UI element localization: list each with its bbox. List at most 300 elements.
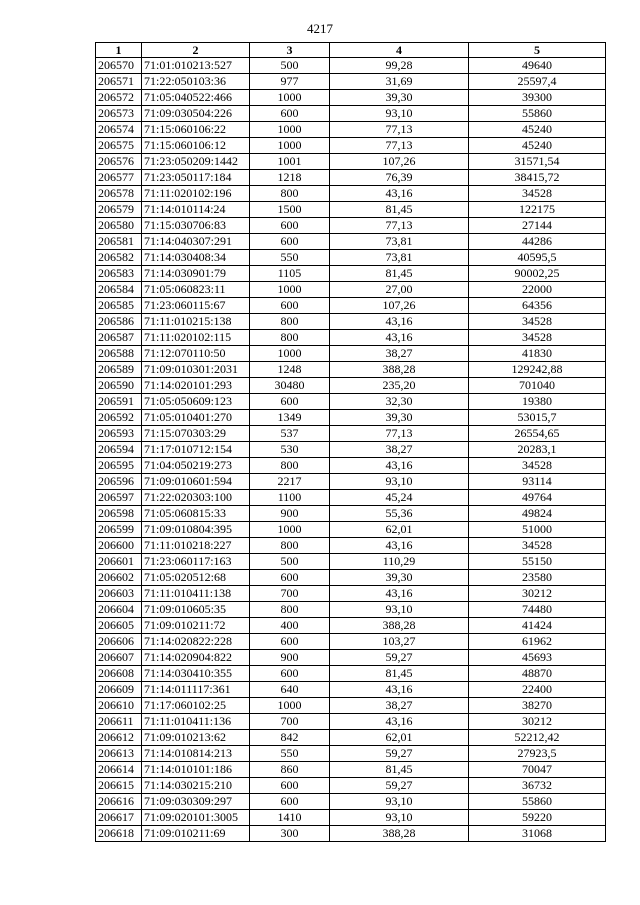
- cadastral-number-cell: 71:04:050219:273: [142, 458, 250, 474]
- table-row: [96, 826, 606, 842]
- rate-cell: 93,10: [330, 794, 469, 810]
- row-number-cell: 206604: [96, 602, 142, 618]
- area-cell: 600: [250, 218, 330, 234]
- area-cell: 800: [250, 314, 330, 330]
- table-row: [96, 698, 606, 714]
- row-number-cell: 206599: [96, 522, 142, 538]
- area-cell: 1105: [250, 266, 330, 282]
- rate-cell: 103,27: [330, 634, 469, 650]
- value-cell: 36732: [469, 778, 606, 794]
- table-row: [96, 170, 606, 186]
- header-row: [96, 43, 606, 58]
- rate-cell: 107,26: [330, 154, 469, 170]
- value-cell: 25597,4: [469, 74, 606, 90]
- table-row: [96, 314, 606, 330]
- rate-cell: 39,30: [330, 570, 469, 586]
- row-number-cell: 206611: [96, 714, 142, 730]
- table-row: [96, 506, 606, 522]
- rate-cell: 388,28: [330, 618, 469, 634]
- rate-cell: 43,16: [330, 330, 469, 346]
- rate-cell: 32,30: [330, 394, 469, 410]
- area-cell: 860: [250, 762, 330, 778]
- rate-cell: 43,16: [330, 538, 469, 554]
- column-header-1: 1: [96, 43, 142, 58]
- cadastral-number-cell: 71:05:060815:33: [142, 506, 250, 522]
- area-cell: 977: [250, 74, 330, 90]
- value-cell: 23580: [469, 570, 606, 586]
- table-row: [96, 730, 606, 746]
- cadastral-number-cell: 71:22:050103:36: [142, 74, 250, 90]
- cadastral-number-cell: 71:14:020822:228: [142, 634, 250, 650]
- area-cell: 600: [250, 794, 330, 810]
- cadastral-number-cell: 71:05:010401:270: [142, 410, 250, 426]
- rate-cell: 62,01: [330, 522, 469, 538]
- cadastral-number-cell: 71:14:010814:213: [142, 746, 250, 762]
- area-cell: 1000: [250, 90, 330, 106]
- value-cell: 20283,1: [469, 442, 606, 458]
- table-body: [96, 58, 606, 842]
- table-row: [96, 474, 606, 490]
- column-header-3: 3: [250, 43, 330, 58]
- area-cell: 600: [250, 234, 330, 250]
- table-row: [96, 554, 606, 570]
- rate-cell: 81,45: [330, 202, 469, 218]
- area-cell: 30480: [250, 378, 330, 394]
- cadastral-number-cell: 71:15:060106:12: [142, 138, 250, 154]
- rate-cell: 31,69: [330, 74, 469, 90]
- cadastral-number-cell: 71:22:020303:100: [142, 490, 250, 506]
- data-table: [95, 42, 606, 842]
- value-cell: 39300: [469, 90, 606, 106]
- table-row: [96, 250, 606, 266]
- table-row: [96, 298, 606, 314]
- area-cell: 1410: [250, 810, 330, 826]
- row-number-cell: 206581: [96, 234, 142, 250]
- cadastral-number-cell: 71:14:020904:822: [142, 650, 250, 666]
- cadastral-number-cell: 71:23:060117:163: [142, 554, 250, 570]
- row-number-cell: 206573: [96, 106, 142, 122]
- area-cell: 700: [250, 586, 330, 602]
- column-header-4: 4: [330, 43, 469, 58]
- cadastral-number-cell: 71:17:010712:154: [142, 442, 250, 458]
- row-number-cell: 206598: [96, 506, 142, 522]
- value-cell: 49640: [469, 58, 606, 74]
- row-number-cell: 206603: [96, 586, 142, 602]
- value-cell: 27144: [469, 218, 606, 234]
- table-row: [96, 410, 606, 426]
- row-number-cell: 206591: [96, 394, 142, 410]
- table-row: [96, 138, 606, 154]
- row-number-cell: 206584: [96, 282, 142, 298]
- rate-cell: 39,30: [330, 90, 469, 106]
- rate-cell: 43,16: [330, 714, 469, 730]
- value-cell: 34528: [469, 538, 606, 554]
- column-header-2: 2: [142, 43, 250, 58]
- area-cell: 1000: [250, 698, 330, 714]
- cadastral-number-cell: 71:11:010411:138: [142, 586, 250, 602]
- table-header: [96, 43, 606, 58]
- cadastral-number-cell: 71:11:010411:136: [142, 714, 250, 730]
- value-cell: 38270: [469, 698, 606, 714]
- rate-cell: 93,10: [330, 810, 469, 826]
- area-cell: 600: [250, 634, 330, 650]
- value-cell: 31068: [469, 826, 606, 842]
- table-row: [96, 762, 606, 778]
- rate-cell: 73,81: [330, 234, 469, 250]
- row-number-cell: 206592: [96, 410, 142, 426]
- cadastral-number-cell: 71:09:010211:69: [142, 826, 250, 842]
- table-row: [96, 618, 606, 634]
- cadastral-number-cell: 71:09:010213:62: [142, 730, 250, 746]
- table-row: [96, 602, 606, 618]
- value-cell: 22000: [469, 282, 606, 298]
- value-cell: 701040: [469, 378, 606, 394]
- value-cell: 49764: [469, 490, 606, 506]
- value-cell: 55150: [469, 554, 606, 570]
- table-row: [96, 330, 606, 346]
- rate-cell: 235,20: [330, 378, 469, 394]
- value-cell: 34528: [469, 458, 606, 474]
- area-cell: 1349: [250, 410, 330, 426]
- cadastral-number-cell: 71:23:050209:1442: [142, 154, 250, 170]
- table-row: [96, 570, 606, 586]
- table-row: [96, 458, 606, 474]
- table-row: [96, 74, 606, 90]
- cadastral-number-cell: 71:23:060115:67: [142, 298, 250, 314]
- area-cell: 600: [250, 666, 330, 682]
- rate-cell: 77,13: [330, 138, 469, 154]
- value-cell: 41830: [469, 346, 606, 362]
- area-cell: 842: [250, 730, 330, 746]
- row-number-cell: 206594: [96, 442, 142, 458]
- value-cell: 19380: [469, 394, 606, 410]
- table-row: [96, 202, 606, 218]
- value-cell: 48870: [469, 666, 606, 682]
- row-number-cell: 206590: [96, 378, 142, 394]
- rate-cell: 38,27: [330, 698, 469, 714]
- row-number-cell: 206583: [96, 266, 142, 282]
- rate-cell: 43,16: [330, 682, 469, 698]
- area-cell: 1248: [250, 362, 330, 378]
- rate-cell: 388,28: [330, 362, 469, 378]
- area-cell: 2217: [250, 474, 330, 490]
- row-number-cell: 206596: [96, 474, 142, 490]
- table-row: [96, 362, 606, 378]
- row-number-cell: 206595: [96, 458, 142, 474]
- value-cell: 22400: [469, 682, 606, 698]
- table-row: [96, 186, 606, 202]
- row-number-cell: 206618: [96, 826, 142, 842]
- table-row: [96, 778, 606, 794]
- value-cell: 38415,72: [469, 170, 606, 186]
- row-number-cell: 206617: [96, 810, 142, 826]
- value-cell: 93114: [469, 474, 606, 490]
- cadastral-number-cell: 71:23:050117:184: [142, 170, 250, 186]
- cadastral-number-cell: 71:14:030410:355: [142, 666, 250, 682]
- area-cell: 600: [250, 570, 330, 586]
- value-cell: 34528: [469, 330, 606, 346]
- area-cell: 1000: [250, 138, 330, 154]
- rate-cell: 59,27: [330, 650, 469, 666]
- value-cell: 70047: [469, 762, 606, 778]
- area-cell: 600: [250, 298, 330, 314]
- rate-cell: 388,28: [330, 826, 469, 842]
- value-cell: 34528: [469, 186, 606, 202]
- row-number-cell: 206571: [96, 74, 142, 90]
- rate-cell: 62,01: [330, 730, 469, 746]
- rate-cell: 43,16: [330, 186, 469, 202]
- table-row: [96, 346, 606, 362]
- row-number-cell: 206608: [96, 666, 142, 682]
- cadastral-number-cell: 71:05:040522:466: [142, 90, 250, 106]
- area-cell: 400: [250, 618, 330, 634]
- area-cell: 1000: [250, 122, 330, 138]
- cadastral-number-cell: 71:11:010218:227: [142, 538, 250, 554]
- area-cell: 800: [250, 330, 330, 346]
- cadastral-number-cell: 71:12:070110:50: [142, 346, 250, 362]
- area-cell: 1000: [250, 282, 330, 298]
- area-cell: 800: [250, 538, 330, 554]
- table-row: [96, 266, 606, 282]
- cadastral-number-cell: 71:14:010101:186: [142, 762, 250, 778]
- table-row: [96, 746, 606, 762]
- table-row: [96, 106, 606, 122]
- rate-cell: 81,45: [330, 762, 469, 778]
- cadastral-number-cell: 71:05:020512:68: [142, 570, 250, 586]
- table-row: [96, 234, 606, 250]
- rate-cell: 27,00: [330, 282, 469, 298]
- rate-cell: 59,27: [330, 746, 469, 762]
- value-cell: 44286: [469, 234, 606, 250]
- row-number-cell: 206588: [96, 346, 142, 362]
- table-row: [96, 490, 606, 506]
- value-cell: 41424: [469, 618, 606, 634]
- table-row: [96, 666, 606, 682]
- rate-cell: 45,24: [330, 490, 469, 506]
- rate-cell: 81,45: [330, 666, 469, 682]
- area-cell: 800: [250, 186, 330, 202]
- row-number-cell: 206579: [96, 202, 142, 218]
- value-cell: 59220: [469, 810, 606, 826]
- cadastral-number-cell: 71:05:060823:11: [142, 282, 250, 298]
- value-cell: 55860: [469, 106, 606, 122]
- table-row: [96, 154, 606, 170]
- value-cell: 51000: [469, 522, 606, 538]
- value-cell: 129242,88: [469, 362, 606, 378]
- cadastral-number-cell: 71:15:070303:29: [142, 426, 250, 442]
- rate-cell: 43,16: [330, 586, 469, 602]
- value-cell: 26554,65: [469, 426, 606, 442]
- area-cell: 550: [250, 250, 330, 266]
- area-cell: 1001: [250, 154, 330, 170]
- table-row: [96, 522, 606, 538]
- row-number-cell: 206586: [96, 314, 142, 330]
- area-cell: 530: [250, 442, 330, 458]
- row-number-cell: 206580: [96, 218, 142, 234]
- cadastral-number-cell: 71:14:030901:79: [142, 266, 250, 282]
- value-cell: 40595,5: [469, 250, 606, 266]
- rate-cell: 99,28: [330, 58, 469, 74]
- row-number-cell: 206582: [96, 250, 142, 266]
- area-cell: 600: [250, 778, 330, 794]
- table-row: [96, 58, 606, 74]
- value-cell: 45240: [469, 122, 606, 138]
- cadastral-number-cell: 71:14:040307:291: [142, 234, 250, 250]
- row-number-cell: 206577: [96, 170, 142, 186]
- area-cell: 300: [250, 826, 330, 842]
- area-cell: 1218: [250, 170, 330, 186]
- rate-cell: 77,13: [330, 426, 469, 442]
- cadastral-number-cell: 71:09:030504:226: [142, 106, 250, 122]
- rate-cell: 93,10: [330, 602, 469, 618]
- area-cell: 1000: [250, 346, 330, 362]
- rate-cell: 77,13: [330, 122, 469, 138]
- cadastral-number-cell: 71:09:010605:35: [142, 602, 250, 618]
- table-row: [96, 682, 606, 698]
- cadastral-number-cell: 71:14:020101:293: [142, 378, 250, 394]
- value-cell: 90002,25: [469, 266, 606, 282]
- row-number-cell: 206589: [96, 362, 142, 378]
- row-number-cell: 206576: [96, 154, 142, 170]
- cadastral-number-cell: 71:14:030215:210: [142, 778, 250, 794]
- cadastral-number-cell: 71:09:030309:297: [142, 794, 250, 810]
- rate-cell: 59,27: [330, 778, 469, 794]
- value-cell: 34528: [469, 314, 606, 330]
- cadastral-number-cell: 71:09:010301:2031: [142, 362, 250, 378]
- table-row: [96, 538, 606, 554]
- cadastral-number-cell: 71:09:020101:3005: [142, 810, 250, 826]
- row-number-cell: 206602: [96, 570, 142, 586]
- cadastral-number-cell: 71:14:011117:361: [142, 682, 250, 698]
- table-row: [96, 810, 606, 826]
- rate-cell: 55,36: [330, 506, 469, 522]
- value-cell: 74480: [469, 602, 606, 618]
- rate-cell: 77,13: [330, 218, 469, 234]
- row-number-cell: 206607: [96, 650, 142, 666]
- table-row: [96, 122, 606, 138]
- row-number-cell: 206593: [96, 426, 142, 442]
- value-cell: 27923,5: [469, 746, 606, 762]
- area-cell: 1000: [250, 522, 330, 538]
- rate-cell: 43,16: [330, 458, 469, 474]
- area-cell: 1500: [250, 202, 330, 218]
- cadastral-number-cell: 71:17:060102:25: [142, 698, 250, 714]
- value-cell: 61962: [469, 634, 606, 650]
- value-cell: 122175: [469, 202, 606, 218]
- table-row: [96, 650, 606, 666]
- row-number-cell: 206612: [96, 730, 142, 746]
- rate-cell: 81,45: [330, 266, 469, 282]
- row-number-cell: 206575: [96, 138, 142, 154]
- value-cell: 64356: [469, 298, 606, 314]
- cadastral-number-cell: 71:11:020102:115: [142, 330, 250, 346]
- rate-cell: 38,27: [330, 346, 469, 362]
- area-cell: 800: [250, 458, 330, 474]
- rate-cell: 76,39: [330, 170, 469, 186]
- area-cell: 700: [250, 714, 330, 730]
- value-cell: 31571,54: [469, 154, 606, 170]
- table-row: [96, 586, 606, 602]
- area-cell: 537: [250, 426, 330, 442]
- row-number-cell: 206616: [96, 794, 142, 810]
- area-cell: 500: [250, 554, 330, 570]
- value-cell: 45240: [469, 138, 606, 154]
- rate-cell: 93,10: [330, 474, 469, 490]
- value-cell: 49824: [469, 506, 606, 522]
- cadastral-number-cell: 71:14:030408:34: [142, 250, 250, 266]
- row-number-cell: 206587: [96, 330, 142, 346]
- rate-cell: 93,10: [330, 106, 469, 122]
- table-row: [96, 442, 606, 458]
- table-row: [96, 634, 606, 650]
- table-row: [96, 90, 606, 106]
- table-row: [96, 282, 606, 298]
- value-cell: 45693: [469, 650, 606, 666]
- page-number: 4217: [307, 21, 333, 36]
- cadastral-number-cell: 71:09:010804:395: [142, 522, 250, 538]
- table-row: [96, 378, 606, 394]
- row-number-cell: 206606: [96, 634, 142, 650]
- area-cell: 500: [250, 58, 330, 74]
- table-row: [96, 714, 606, 730]
- cadastral-number-cell: 71:15:060106:22: [142, 122, 250, 138]
- rate-cell: 110,29: [330, 554, 469, 570]
- row-number-cell: 206597: [96, 490, 142, 506]
- row-number-cell: 206605: [96, 618, 142, 634]
- value-cell: 52212,42: [469, 730, 606, 746]
- rate-cell: 107,26: [330, 298, 469, 314]
- rate-cell: 73,81: [330, 250, 469, 266]
- cadastral-number-cell: 71:09:010601:594: [142, 474, 250, 490]
- table-row: [96, 218, 606, 234]
- area-cell: 900: [250, 650, 330, 666]
- cadastral-number-cell: 71:14:010114:24: [142, 202, 250, 218]
- row-number-cell: 206610: [96, 698, 142, 714]
- rate-cell: 43,16: [330, 314, 469, 330]
- cadastral-number-cell: 71:11:020102:196: [142, 186, 250, 202]
- cadastral-number-cell: 71:11:010215:138: [142, 314, 250, 330]
- value-cell: 55860: [469, 794, 606, 810]
- area-cell: 550: [250, 746, 330, 762]
- row-number-cell: 206572: [96, 90, 142, 106]
- area-cell: 1100: [250, 490, 330, 506]
- value-cell: 30212: [469, 714, 606, 730]
- table-row: [96, 794, 606, 810]
- area-cell: 800: [250, 602, 330, 618]
- column-header-5: 5: [469, 43, 606, 58]
- value-cell: 30212: [469, 586, 606, 602]
- cadastral-number-cell: 71:15:030706:83: [142, 218, 250, 234]
- cadastral-number-cell: 71:09:010211:72: [142, 618, 250, 634]
- cadastral-number-cell: 71:01:010213:527: [142, 58, 250, 74]
- row-number-cell: 206600: [96, 538, 142, 554]
- row-number-cell: 206614: [96, 762, 142, 778]
- row-number-cell: 206570: [96, 58, 142, 74]
- row-number-cell: 206613: [96, 746, 142, 762]
- row-number-cell: 206574: [96, 122, 142, 138]
- area-cell: 640: [250, 682, 330, 698]
- rate-cell: 38,27: [330, 442, 469, 458]
- rate-cell: 39,30: [330, 410, 469, 426]
- table-row: [96, 394, 606, 410]
- value-cell: 53015,7: [469, 410, 606, 426]
- table-row: [96, 426, 606, 442]
- row-number-cell: 206578: [96, 186, 142, 202]
- row-number-cell: 206609: [96, 682, 142, 698]
- area-cell: 600: [250, 106, 330, 122]
- cadastral-number-cell: 71:05:050609:123: [142, 394, 250, 410]
- row-number-cell: 206585: [96, 298, 142, 314]
